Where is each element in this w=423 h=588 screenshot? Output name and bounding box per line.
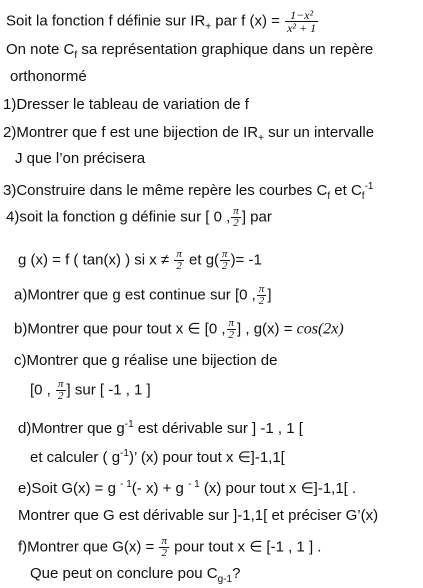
question-f1 bbox=[18, 536, 321, 559]
question-e2: Montrer que G est dérivable sur ]-1,1[ et préciser G’(x) bbox=[18, 507, 379, 524]
question-b bbox=[14, 318, 344, 341]
fraction-denominator: 2 bbox=[231, 217, 241, 229]
g-definition-text: g (x) = f ( tan(x) ) si x ≠ bbox=[18, 251, 174, 269]
question-f1-text: f)Montrer que G(x) = bbox=[18, 538, 159, 556]
line-3: orthonormé bbox=[10, 68, 87, 85]
question-2b: J que l’on précisera bbox=[15, 150, 146, 167]
line-1 bbox=[6, 9, 319, 35]
question-e1-sup-1: - 1 bbox=[120, 479, 132, 490]
fraction-denominator: 2 bbox=[220, 260, 230, 272]
question-3-sub-1: f bbox=[327, 191, 331, 202]
question-3-sub-2: f bbox=[361, 191, 365, 202]
fraction-numerator: π bbox=[161, 535, 167, 547]
question-4-text: 4)soit la fonction g définie sur [ 0 , bbox=[6, 208, 231, 226]
question-4-text-b: ] par bbox=[241, 208, 272, 226]
cos-2x-expression: cos(2x) bbox=[296, 320, 344, 338]
line-2-text-b: sa représentation graphique dans un repère bbox=[77, 41, 374, 58]
g-definition bbox=[18, 249, 262, 272]
question-f2-text-b: ? bbox=[232, 565, 241, 582]
question-d2 bbox=[30, 445, 285, 466]
fraction-numerator: 1−x² bbox=[290, 8, 314, 22]
function-f-fraction bbox=[285, 9, 318, 34]
question-d1-sup: -1 bbox=[124, 419, 134, 430]
pi-over-2-fraction bbox=[159, 536, 169, 559]
question-3 bbox=[3, 178, 373, 205]
question-a-text-b: ] bbox=[267, 286, 272, 304]
g-definition-text-b: et g( bbox=[184, 251, 220, 269]
question-3-text: 3)Construire dans le même repère les courbes C bbox=[3, 182, 328, 199]
fraction-numerator: π bbox=[58, 378, 64, 390]
line-1-text: Soit la fonction f définie sur IR bbox=[6, 12, 206, 30]
pi-over-2-fraction bbox=[56, 379, 66, 402]
question-d2-text-b: )’ (x) pour tout x ∈]-1,1[ bbox=[128, 449, 285, 466]
fraction-numerator: π bbox=[228, 317, 235, 329]
question-2a bbox=[3, 124, 374, 147]
fraction-denominator: 2 bbox=[159, 547, 169, 559]
question-d2-text: et calculer ( g bbox=[30, 449, 121, 466]
question-d1-text: d)Montrer que g bbox=[18, 420, 125, 437]
pi-over-2-fraction bbox=[257, 284, 267, 307]
g-definition-text-c: )= -1 bbox=[230, 251, 262, 269]
line-1-sub: + bbox=[205, 21, 212, 33]
line-1-text-b: par f (x) = bbox=[211, 12, 285, 30]
fraction-denominator: 2 bbox=[174, 260, 184, 272]
fraction-numerator: π bbox=[176, 248, 182, 260]
question-d1 bbox=[18, 416, 303, 437]
fraction-numerator: π bbox=[233, 205, 239, 217]
question-c2-text-b: ] sur [ -1 , 1 ] bbox=[66, 381, 151, 399]
line-2 bbox=[6, 41, 373, 64]
question-f2 bbox=[30, 565, 240, 588]
question-a bbox=[14, 284, 271, 307]
question-e1-text-c: (x) pour tout x ∈]-1,1[ . bbox=[199, 480, 357, 497]
question-b-text-b: ] , g(x) = bbox=[237, 320, 297, 338]
question-b-text: b)Montrer que pour tout x ∈ [0 , bbox=[14, 320, 226, 338]
question-a-text: a)Montrer que g est continue sur [0 , bbox=[14, 286, 256, 304]
line-2-text: On note C bbox=[6, 41, 75, 58]
question-2a-text-b: sur un intervalle bbox=[263, 124, 375, 141]
pi-over-2-fraction bbox=[220, 249, 230, 272]
fraction-numerator: π bbox=[258, 283, 265, 295]
question-3-text-b: et C bbox=[330, 182, 362, 199]
question-e1-text-b: (- x) + g bbox=[131, 480, 189, 497]
fraction-denominator: 2 bbox=[257, 295, 267, 307]
line-2-sub: f bbox=[74, 50, 78, 61]
pi-over-2-fraction bbox=[231, 206, 241, 229]
question-1: 1)Dresser le tableau de variation de f bbox=[3, 96, 249, 113]
question-d1-text-b: est dérivable sur ] -1 , 1 [ bbox=[133, 420, 303, 437]
question-c2 bbox=[30, 379, 151, 402]
fraction-denominator: 2 bbox=[227, 329, 237, 341]
pi-over-2-fraction bbox=[174, 249, 184, 272]
fraction-denominator: 2 bbox=[56, 390, 66, 402]
question-2a-sub: + bbox=[258, 133, 264, 144]
question-c1: c)Montrer que g réalise une bijection de bbox=[14, 352, 278, 369]
question-2a-text: 2)Montrer que f est une bijection de IR bbox=[3, 124, 259, 141]
question-c2-text: [0 , bbox=[30, 381, 56, 399]
question-3-sup-2: -1 bbox=[364, 181, 374, 192]
question-e1 bbox=[18, 476, 356, 497]
question-e1-sup-2: - 1 bbox=[188, 479, 200, 490]
question-4 bbox=[6, 206, 272, 229]
question-e1-text: e)Soit G(x) = g bbox=[18, 480, 121, 497]
fraction-denominator: x² + 1 bbox=[287, 21, 317, 35]
question-d2-sup: -1 bbox=[120, 448, 129, 459]
pi-over-2-fraction bbox=[227, 318, 237, 341]
question-f2-sub: g-1 bbox=[217, 574, 233, 585]
question-f1-text-b: pour tout x ∈ [-1 , 1 ] . bbox=[169, 538, 322, 556]
fraction-numerator: π bbox=[222, 248, 228, 260]
question-f2-text: Que peut on conclure pou C bbox=[30, 565, 218, 582]
